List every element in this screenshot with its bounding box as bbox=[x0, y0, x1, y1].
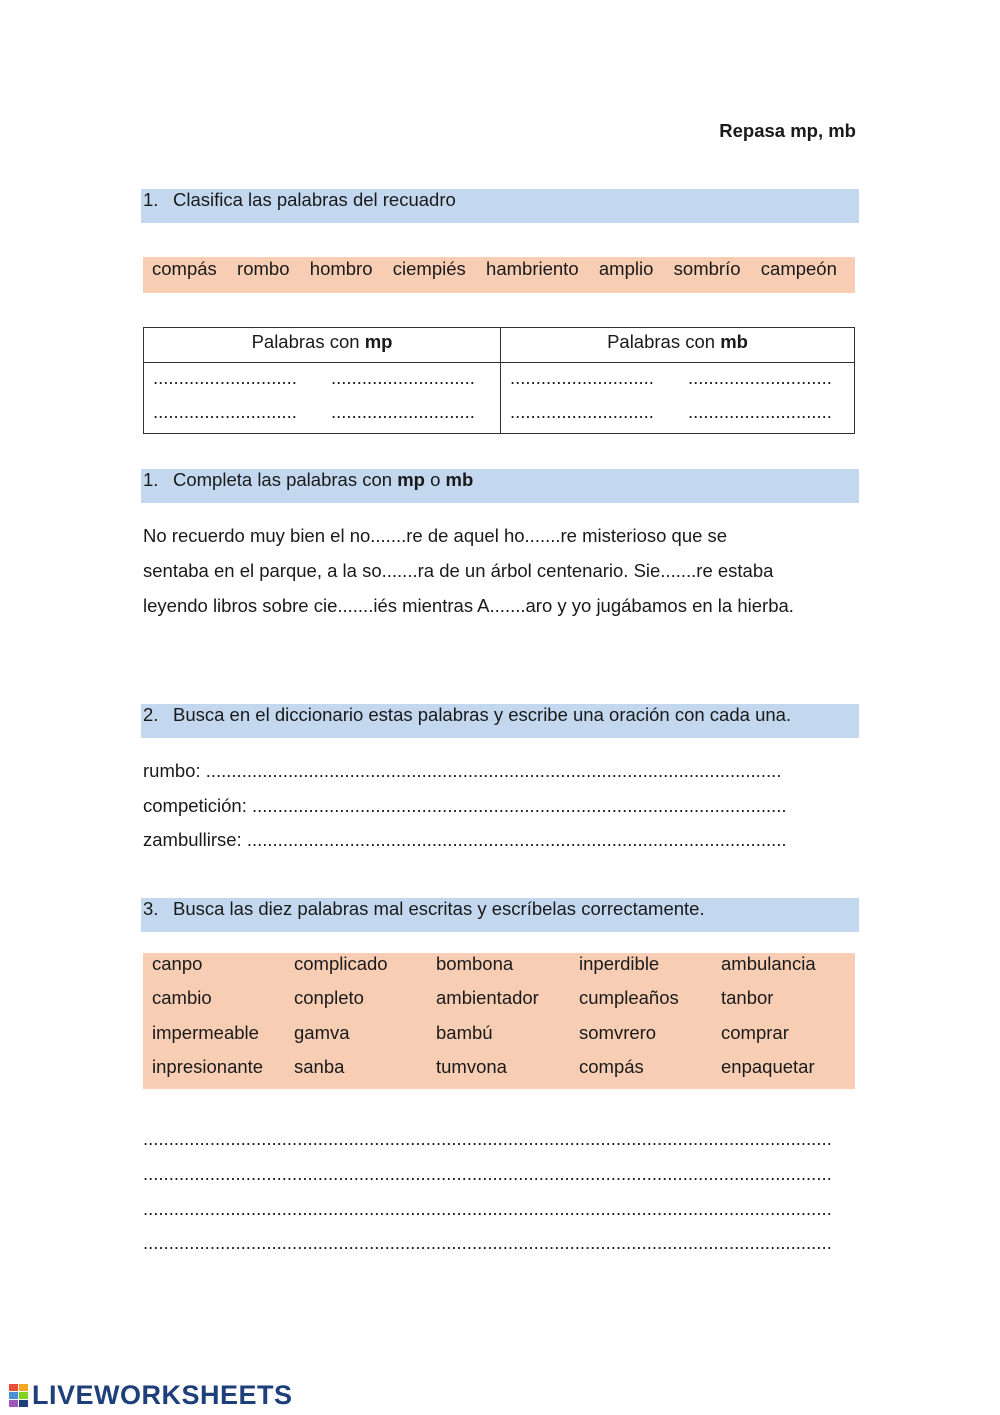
paragraph-line: No recuerdo muy bien el no.......re de aquel ho.......re misterioso que se bbox=[143, 525, 728, 546]
definition-row-competicion[interactable] bbox=[143, 795, 787, 817]
fill-in-paragraph bbox=[143, 518, 863, 623]
definition-blank[interactable]: ........................................................................................................ bbox=[252, 795, 787, 816]
section-1-number: 1. bbox=[143, 189, 159, 210]
section-2-number: 1. bbox=[143, 469, 159, 490]
answer-blank[interactable]: ............................ bbox=[331, 367, 475, 388]
grid-word: bambú bbox=[436, 1022, 493, 1043]
correction-answer-line[interactable]: ...................................................................................................................................... bbox=[143, 1163, 832, 1184]
grid-word: compás bbox=[579, 1056, 644, 1077]
header-mb-prefix: Palabras con bbox=[607, 331, 721, 352]
grid-word: ambulancia bbox=[721, 953, 816, 974]
grid-word: sanba bbox=[294, 1056, 345, 1077]
grid-word: impermeable bbox=[152, 1022, 259, 1043]
heading-bold-mb: mb bbox=[445, 469, 474, 490]
word-list: compás rombo hombro ciempiés hambriento amplio sombrío campeón bbox=[152, 258, 837, 279]
grid-word: tumvona bbox=[436, 1056, 507, 1077]
grid-word: gamva bbox=[294, 1022, 350, 1043]
grid-word: comprar bbox=[721, 1022, 789, 1043]
grid-word: inpresionante bbox=[152, 1056, 264, 1077]
section-3-header bbox=[141, 704, 859, 738]
section-1-heading: Clasifica las palabras del recuadro bbox=[173, 189, 456, 210]
answer-blank[interactable]: ............................ bbox=[153, 367, 297, 388]
paragraph-line: sentaba en el parque, a la so.......ra de un árbol centenario. Sie.......re estaba bbox=[143, 560, 774, 581]
grid-word: conpleto bbox=[294, 987, 364, 1008]
correction-answer-line[interactable]: ...................................................................................................................................... bbox=[143, 1198, 832, 1219]
table-header-mp bbox=[144, 328, 501, 363]
definition-blank[interactable]: ................................................................................................................ bbox=[205, 760, 782, 781]
word-box bbox=[143, 257, 855, 293]
paragraph-line: leyendo libros sobre cie.......iés mientras A.......aro y yo jugábamos en la hierba. bbox=[143, 595, 794, 616]
grid-word: enpaquetar bbox=[721, 1056, 815, 1077]
liveworksheets-logo-text: LIVEWORKSHEETS bbox=[32, 1380, 293, 1410]
header-mb-bold: mb bbox=[720, 331, 748, 352]
grid-word: cumpleaños bbox=[579, 987, 679, 1008]
header-mp-prefix: Palabras con bbox=[251, 331, 365, 352]
answer-blank[interactable]: ............................ bbox=[510, 367, 654, 388]
grid-word: inperdible bbox=[579, 953, 660, 974]
section-1-header bbox=[141, 189, 859, 223]
correction-answer-line[interactable]: ...................................................................................................................................... bbox=[143, 1232, 832, 1253]
grid-word: canpo bbox=[152, 953, 203, 974]
grid-word: bombona bbox=[436, 953, 514, 974]
grid-word: complicado bbox=[294, 953, 388, 974]
section-2-heading bbox=[173, 469, 473, 491]
misspelled-words-grid bbox=[143, 953, 855, 1089]
section-3-number: 2. bbox=[143, 704, 159, 725]
grid-word: ambientador bbox=[436, 987, 539, 1008]
definition-label: rumbo: bbox=[143, 760, 206, 781]
header-mp-bold: mp bbox=[364, 331, 393, 352]
section-4-header bbox=[141, 898, 859, 932]
heading-mid: o bbox=[424, 469, 446, 490]
grid-word: somvrero bbox=[579, 1022, 657, 1043]
answer-blank[interactable]: ............................ bbox=[153, 401, 297, 422]
definition-label: competición: bbox=[143, 795, 252, 816]
definition-row-rumbo[interactable] bbox=[143, 760, 781, 782]
table-cell-mp[interactable] bbox=[144, 363, 501, 434]
heading-bold-mp: mp bbox=[397, 469, 425, 490]
answer-blank[interactable]: ............................ bbox=[331, 401, 475, 422]
liveworksheets-logo-icon bbox=[8, 1382, 30, 1410]
answer-blank[interactable]: ............................ bbox=[688, 401, 832, 422]
section-3-heading: Busca en el diccionario estas palabras y escribe una oración con cada una. bbox=[173, 704, 792, 725]
answer-blank[interactable]: ............................ bbox=[510, 401, 654, 422]
heading-prefix: Completa las palabras con bbox=[173, 469, 398, 490]
grid-word: cambio bbox=[152, 987, 212, 1008]
liveworksheets-logo bbox=[8, 1380, 293, 1411]
grid-word: tanbor bbox=[721, 987, 774, 1008]
section-4-number: 3. bbox=[143, 898, 159, 919]
definition-row-zambullirse[interactable] bbox=[143, 829, 787, 851]
correction-answer-line[interactable]: ...................................................................................................................................... bbox=[143, 1128, 832, 1149]
section-4-heading: Busca las diez palabras mal escritas y escríbelas correctamente. bbox=[173, 898, 705, 919]
page-title: Repasa mp, mb bbox=[719, 120, 856, 141]
table-cell-mb[interactable] bbox=[501, 363, 855, 434]
definition-label: zambullirse: bbox=[143, 829, 247, 850]
classification-table bbox=[143, 327, 855, 434]
answer-blank[interactable]: ............................ bbox=[688, 367, 832, 388]
table-header-mb bbox=[501, 328, 855, 363]
section-2-header bbox=[141, 469, 859, 503]
definition-blank[interactable]: ......................................................................................................... bbox=[246, 829, 787, 850]
